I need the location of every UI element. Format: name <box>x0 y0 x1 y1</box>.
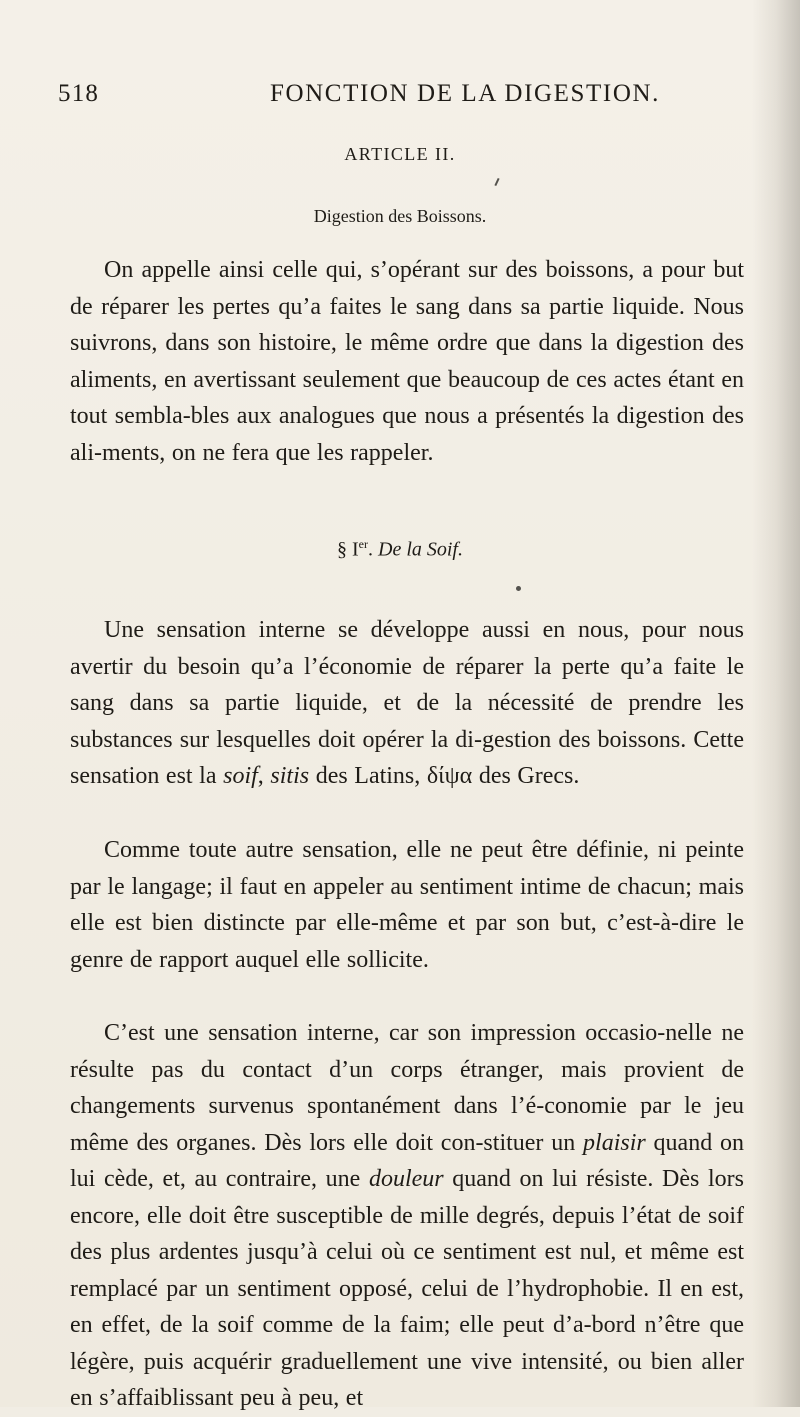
page-number: 518 <box>58 80 100 107</box>
ink-speck <box>516 586 521 591</box>
article-subtitle: Digestion des Boissons. <box>313 206 487 226</box>
paragraph-soif-italic-sitis: sitis <box>270 763 310 789</box>
page-header <box>58 80 762 110</box>
paragraph-internal-text-3: quand on lui résiste. Dès lors encore, elle doit être susceptible de mille degrés, depuis l’état de soif des plus ardentes jusqu’à celui où ce sentiment est nul, et même est remplacé par un sentiment opposé, celui de l’hydrophobie. Il en est, en effet, de la soif comme de la faim; elle peut d’a-bord n’être que légère, puis acquérir graduellement une vive intensité, ou bien aller en s’affaiblissant peu à peu, et <box>70 1166 744 1411</box>
section-suffix: . <box>368 538 378 561</box>
section-title <box>0 537 800 562</box>
section-superscript: er <box>358 537 368 551</box>
paragraph-internal-text-2: quand on lui cède, et, au contraire, une <box>70 1129 745 1192</box>
article-heading: ARTICLE II. <box>344 144 456 164</box>
paragraph-soif-comma: , <box>257 763 271 789</box>
paragraph-internal-italic-plaisir: plaisir <box>583 1129 646 1156</box>
paragraph-internal-italic-douleur: douleur <box>368 1166 444 1192</box>
paragraph-soif-text-2: des Latins, δίψα des Grecs. <box>309 763 580 789</box>
running-head: FONCTION DE LA DIGESTION. <box>270 80 660 107</box>
paragraph-soif-italic-soif: soif <box>223 763 258 789</box>
paragraph-intro: On appelle ainsi celle qui, s’opérant sur des boissons, a pour but de réparer les pertes qu’a faites le sang dans sa partie liquide. Nous suivrons, dans son histoire, le même ordre que dans la digestion des aliments, en avertissant seulement que beaucoup de ces actes étant en tout sembla-bles aux analogues que nous a présentés la digestion des ali-ments, on ne fera que les rappeler. <box>70 257 744 466</box>
section-italic-title: De la Soif. <box>378 538 463 561</box>
paragraph-soif <box>70 612 744 795</box>
paragraph-internal-sensation <box>70 1015 744 1417</box>
paragraph-internal-text-1: C’est une sensation interne, car son impression occasio-nelle ne résulte pas du contact d’un corps étranger, mais provient de changements survenus spontanément dans l’é-conomie par le jeu même des organes. Dès lors elle doit con-stituer un <box>70 1020 744 1156</box>
paragraph-soif-text-1: Une sensation interne se développe aussi en nous, pour nous avertir du besoin qu’a l’économie de réparer la perte qu’a faite le sang dans sa partie liquide, et de la nécessité de prendre les substances sur lesquelles doit opérer la di-gestion des boissons. Cette sensation est la <box>70 617 744 789</box>
paper-mark <box>494 178 499 186</box>
section-prefix: § I <box>337 538 359 561</box>
paragraph-definition: Comme toute autre sensation, elle ne peut être définie, ni peinte par le langage; il faut en appeler au sentiment intime de chacun; mais elle est bien distincte par elle-même et par son but, c’est-à-dire le genre de rapport auquel elle sollicite. <box>70 837 744 973</box>
